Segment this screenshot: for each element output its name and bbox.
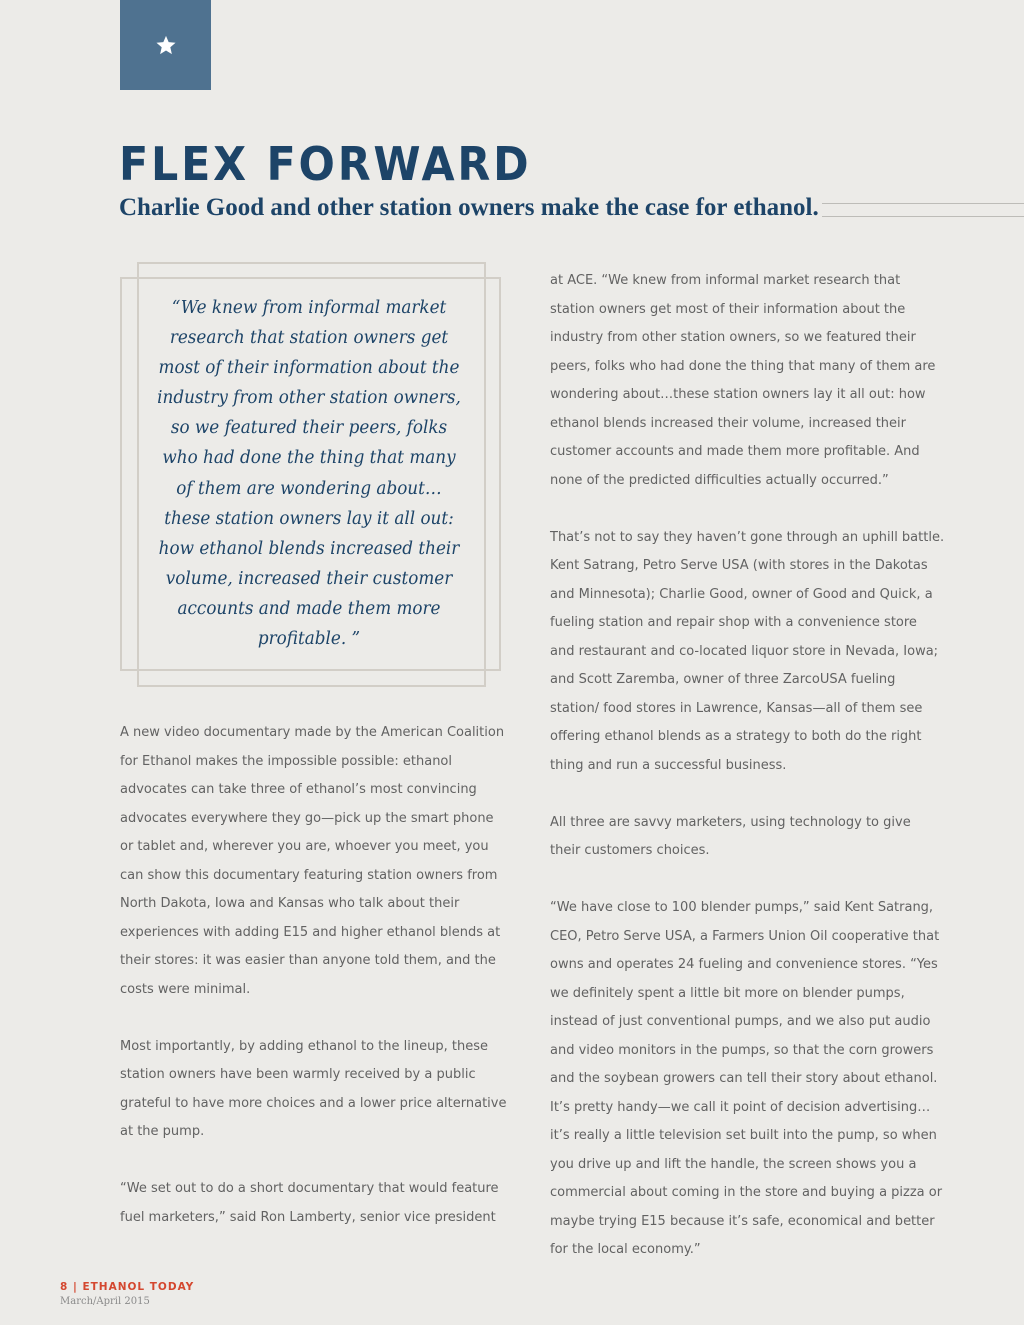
body-paragraph: A new video documentary made by the American Coalition for Ethanol makes the impossible possible: ethanol advocates can take three of ethanol’s most convincing advocates everywhere they go—pick up the smart phone or tablet and, wherever you are, whoever you meet, you can show this documentary featuring station owners from North Dakota, Iowa and Kansas who talk about their experiences with adding E15 and higher ethanol blends at their stores: it was easier than anyone told them, and the costs were minimal. bbox=[120, 725, 505, 997]
footer-issue-date: March/April 2015 bbox=[60, 1296, 150, 1307]
body-paragraph: Most importantly, by adding ethanol to the lineup, these station owners have been warmly received by a public grateful to have more choices and a lower price alternative at the pump. bbox=[120, 1038, 507, 1139]
body-paragraph: at ACE. “We knew from informal market research that station owners get most of their information about the industry from other station owners, so we featured their peers, folks who had done the thing that many of them are wondering about…these station owners lay it all out: how ethanol blends increased their volume, increased their customer accounts and made them more profitable. And none of the predicted difficulties actually occurred.” bbox=[550, 273, 936, 488]
body-paragraph: “We set out to do a short documentary that would feature fuel marketers,” said Ron Lamberty, senior vice president bbox=[120, 1181, 499, 1225]
right-column bbox=[550, 267, 945, 1293]
subtitle-rule-bottom bbox=[822, 216, 1024, 217]
footer-page-brand: 8 | ETHANOL TODAY bbox=[60, 1281, 195, 1293]
body-paragraph: All three are savvy marketers, using technology to give their customers choices. bbox=[550, 814, 911, 858]
body-paragraph: “We have close to 100 blender pumps,” said Kent Satrang, CEO, Petro Serve USA, a Farmers Union Oil cooperative that owns and operates 24 fueling and convenience stores. “Yes we definitely spent a little bit more on blender pumps, instead of just conventional pumps, and we also put audio and video monitors in the pumps, so that the corn growers and the soybean growers can tell their story about ethanol. It’s pretty handy—we call it point of decision advertising… it’s really a little television set built into the pump, so when you drive up and lift the handle, the screen shows you a commercial about coming in the store and buying a pizza or maybe trying E15 because it’s safe, economical and better for the local economy.” bbox=[550, 900, 943, 1257]
pull-quote: “We knew from informal market research that station owners get most of their information about the industry from other station owners, so we featured their peers, folks who had done the thing that many of them are wondering about… these station owners lay it all out: how ethanol blends increased their volume, increased their customer accounts and made them more profitable. ” bbox=[157, 298, 461, 650]
subtitle-rule-top bbox=[822, 203, 1024, 204]
left-column bbox=[120, 719, 508, 1261]
body-paragraph: That’s not to say they haven’t gone through an uphill battle. Kent Satrang, Petro Serve USA (with stores in the Dakotas and Minnesota); Charlie Good, owner of Good and Quick, a fueling station and repair shop with a convenience store and restaurant and co-located liquor store in Nevada, Iowa; and Scott Zaremba, owner of three ZarcoUSA fueling station/ food stores in Lawrence, Kansas—all of them see offering ethanol blends as a strategy to both do the right thing and run a successful business. bbox=[550, 529, 945, 773]
article-subtitle: Charlie Good and other station owners make the case for ethanol. bbox=[119, 194, 819, 221]
star-icon bbox=[155, 34, 177, 56]
article-title: FLEX FORWARD bbox=[119, 137, 532, 191]
star-tab bbox=[120, 0, 211, 90]
